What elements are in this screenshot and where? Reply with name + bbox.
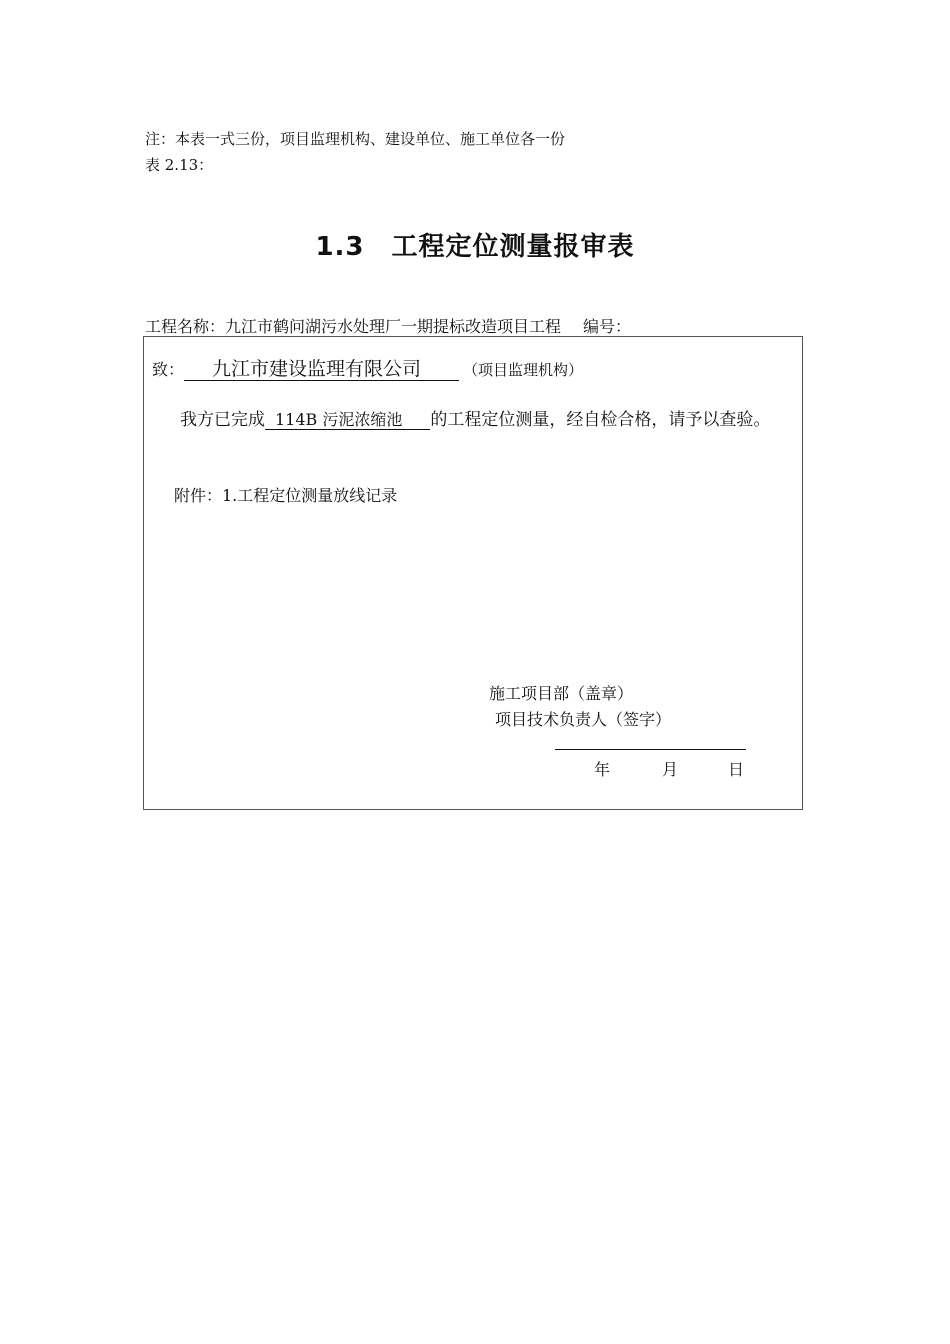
signature-line — [555, 749, 746, 750]
project-name-line — [145, 314, 631, 337]
date-day: 日 — [728, 760, 745, 779]
report-body — [152, 407, 796, 433]
date-year: 年 — [594, 760, 611, 779]
page-title: 1.3 工程定位测量报审表 — [315, 232, 635, 262]
date-month: 月 — [662, 760, 679, 779]
recipient-prefix: 致： — [152, 360, 185, 379]
body-after: 的工程定位测量，经自检合格，请予以查验。 — [430, 410, 771, 430]
signature-label: 项目技术负责人（签字） — [495, 710, 672, 729]
work-item: 114B 污泥浓缩池 — [265, 410, 430, 430]
seal-label: 施工项目部（盖章） — [489, 684, 634, 703]
table-number: 表 2.13： — [145, 156, 214, 174]
body-before: 我方已完成 — [180, 410, 265, 430]
recipient-line — [152, 357, 583, 381]
attachment-line: 附件：1.工程定位测量放线记录 — [174, 486, 398, 505]
form-box — [143, 336, 803, 810]
recipient-suffix: （项目监理机构） — [463, 361, 584, 379]
project-name: 工程名称：九江市鹤问湖污水处理厂一期提标改造项目工程 — [145, 317, 562, 336]
recipient-org: 九江市建设监理有限公司 — [184, 358, 459, 381]
form-number-label: 编号： — [583, 317, 632, 336]
form-note: 注：本表一式三份，项目监理机构、建设单位、施工单位各一份 — [145, 130, 566, 148]
